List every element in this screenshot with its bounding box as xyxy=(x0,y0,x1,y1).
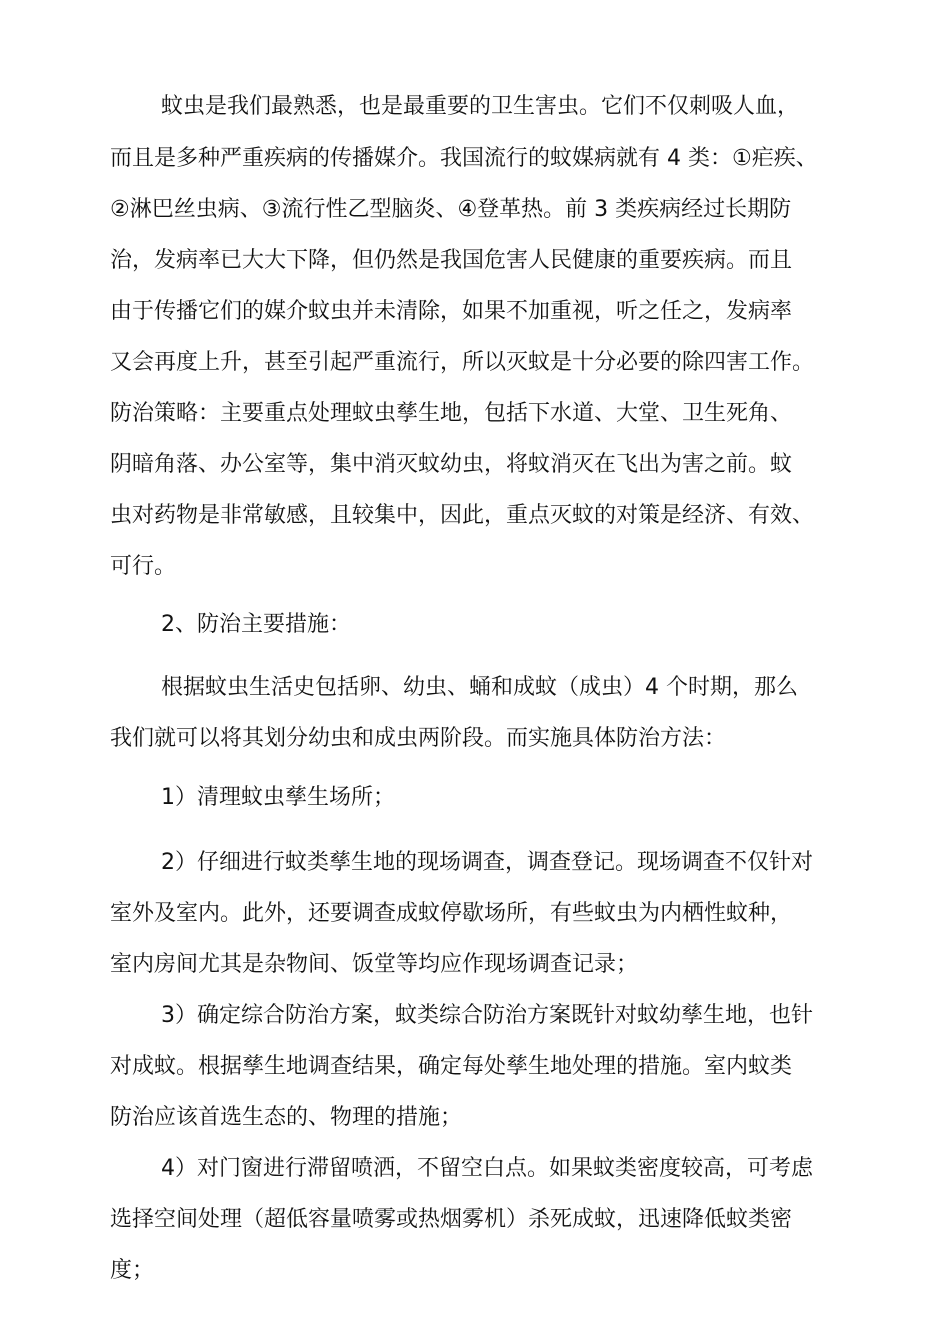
list-item: 3）确定综合防治方案，蚊类综合防治方案既针对蚊幼孳生地，也针 xyxy=(161,1003,813,1028)
text-line: 可行。 xyxy=(110,554,177,579)
text-line: 又会再度上升，甚至引起严重流行，所以灭蚊是十分必要的除四害工作。 xyxy=(110,350,815,375)
section-heading: 2、防治主要措施： xyxy=(161,612,351,637)
text-line: 我们就可以将其划分幼虫和成虫两阶段。而实施具体防治方法： xyxy=(110,726,727,751)
text-line: 防治应该首选生态的、物理的措施； xyxy=(110,1105,463,1130)
list-item: 1）清理蚊虫孳生场所； xyxy=(161,785,395,810)
text-line: 室内房间尤其是杂物间、饭堂等均应作现场调查记录； xyxy=(110,952,639,977)
list-item: 2）仔细进行蚊类孳生地的现场调查，调查登记。现场调查不仅针对 xyxy=(161,850,813,875)
text-line: ②淋巴丝虫病、③流行性乙型脑炎、④登革热。前 3 类疾病经过长期防 xyxy=(110,197,792,222)
text-line: 阴暗角落、办公室等，集中消灭蚊幼虫，将蚊消灭在飞出为害之前。蚊 xyxy=(110,452,793,477)
list-item: 4）对门窗进行滞留喷洒，不留空白点。如果蚊类密度较高，可考虑 xyxy=(161,1156,813,1181)
text-line: 由于传播它们的媒介蚊虫并未清除，如果不加重视，听之任之，发病率 xyxy=(110,299,793,324)
text-line: 选择空间处理（超低容量喷雾或热烟雾机）杀死成蚊，迅速降低蚊类密 xyxy=(110,1207,793,1232)
text-line: 根据蚊虫生活史包括卵、幼虫、蛹和成蚊（成虫）4 个时期，那么 xyxy=(161,675,798,700)
text-line: 治，发病率已大大下降，但仍然是我国危害人民健康的重要疾病。而且 xyxy=(110,248,793,273)
text-line: 而且是多种严重疾病的传播媒介。我国流行的蚊媒病就有 4 类：①疟疾、 xyxy=(110,146,818,171)
text-line: 对成蚊。根据孳生地调查结果，确定每处孳生地处理的措施。室内蚊类 xyxy=(110,1054,793,1079)
text-line: 度； xyxy=(110,1258,155,1283)
text-line: 防治策略：主要重点处理蚊虫孳生地，包括下水道、大堂、卫生死角、 xyxy=(110,401,793,426)
text-line: 虫对药物是非常敏感，且较集中，因此，重点灭蚊的对策是经济、有效、 xyxy=(110,503,815,528)
text-line: 室外及室内。此外，还要调查成蚊停歇场所，有些蚊虫为内栖性蚊种， xyxy=(110,901,793,926)
text-line: 蚊虫是我们最熟悉，也是最重要的卫生害虫。它们不仅刺吸人血， xyxy=(161,94,800,119)
